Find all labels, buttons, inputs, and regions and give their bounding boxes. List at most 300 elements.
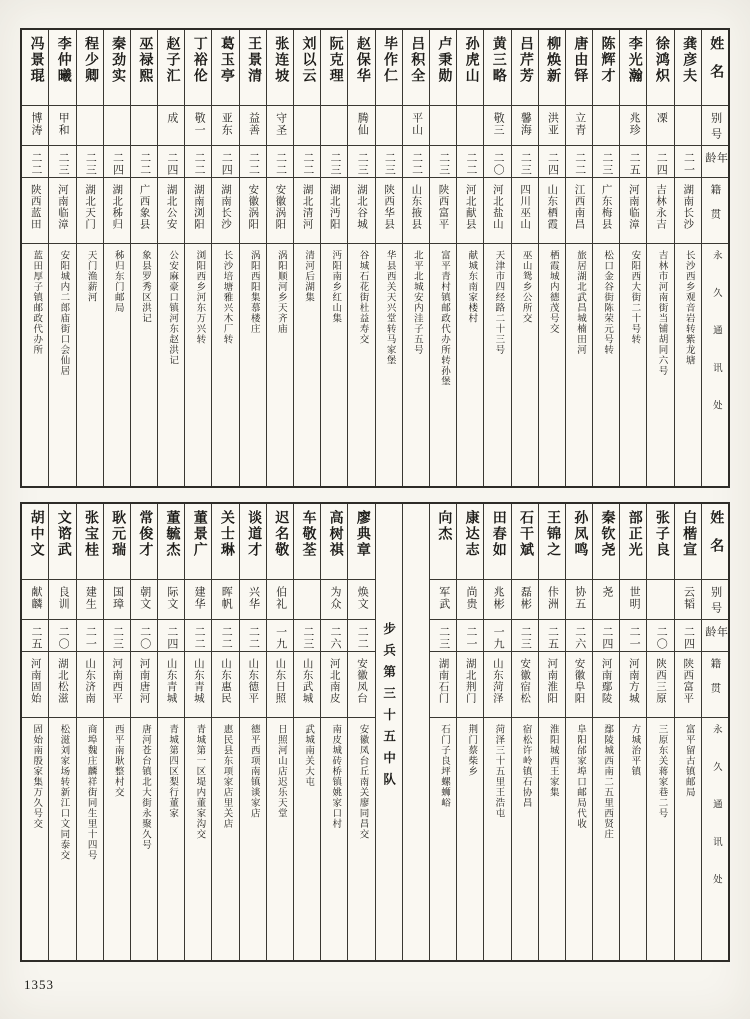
person-name: 关士琳 xyxy=(218,510,234,558)
person-name: 龚彦夫 xyxy=(681,36,697,84)
person-native-place: 湖北荆门 xyxy=(464,658,476,704)
page-number: 1353 xyxy=(24,977,54,992)
person-alias: 凓 xyxy=(655,112,668,124)
person-native-place: 陕西三原 xyxy=(655,658,667,704)
person-native-place: 广东梅县 xyxy=(600,184,612,230)
person-age-cell xyxy=(185,146,211,178)
person-native-place-cell xyxy=(593,178,619,244)
person-native-place: 河北献县 xyxy=(464,184,476,230)
person-column xyxy=(22,504,49,960)
person-native-place: 河南临漳 xyxy=(627,184,639,230)
person-address: 固始南殷家集万久号交 xyxy=(31,724,42,829)
person-age-cell xyxy=(49,620,75,652)
person-name-cell xyxy=(49,30,75,106)
person-address: 鄢陵城西南二五里西贤庄 xyxy=(602,724,613,840)
person-age: 二〇 xyxy=(492,152,505,176)
person-column xyxy=(430,30,457,486)
person-address-cell xyxy=(593,244,619,486)
person-name-cell xyxy=(131,504,157,580)
person-name: 卢秉勋 xyxy=(436,36,452,84)
person-native-place: 江西南昌 xyxy=(573,184,585,230)
person-name-cell xyxy=(158,30,184,106)
person-native-place-cell xyxy=(77,652,103,718)
person-native-place: 安徽宿松 xyxy=(519,658,531,704)
person-age: 二三 xyxy=(519,626,532,650)
person-native-place-cell xyxy=(131,178,157,244)
person-name-cell xyxy=(620,30,646,106)
person-column xyxy=(484,504,511,960)
person-name: 巫禄熙 xyxy=(137,36,153,84)
person-name: 柳焕新 xyxy=(545,36,561,84)
person-age: 二二 xyxy=(29,152,42,176)
person-age-cell xyxy=(539,620,565,652)
person-age: 二五 xyxy=(29,626,42,650)
person-native-place: 安徽阜阳 xyxy=(573,658,585,704)
person-name: 向杰 xyxy=(436,510,452,542)
person-column xyxy=(77,30,104,486)
person-column xyxy=(240,504,267,960)
person-address-cell xyxy=(539,718,565,960)
person-native-place-cell xyxy=(212,652,238,718)
person-native-place-cell xyxy=(403,178,429,244)
person-native-place: 湖南浏阳 xyxy=(192,184,204,230)
person-name-cell xyxy=(675,30,701,106)
person-address-cell xyxy=(240,718,266,960)
person-column xyxy=(512,504,539,960)
person-native-place: 山东栖霞 xyxy=(546,184,558,230)
person-name: 张连坡 xyxy=(273,36,289,84)
person-native-place: 山东德平 xyxy=(247,658,259,704)
person-age: 二二 xyxy=(247,626,260,650)
unit-designation-column xyxy=(376,504,403,960)
person-native-place: 安徽凤台 xyxy=(355,658,367,704)
person-alias-cell xyxy=(212,580,238,620)
person-address: 天门渔薪河 xyxy=(85,250,96,303)
person-address-cell xyxy=(593,718,619,960)
person-name: 陈辉才 xyxy=(599,36,615,84)
header-native-place-label: 籍贯 xyxy=(709,184,721,233)
person-alias-cell xyxy=(77,580,103,620)
person-native-place-cell xyxy=(593,652,619,718)
person-address-cell xyxy=(77,244,103,486)
person-alias-cell xyxy=(348,580,374,620)
person-age: 二二 xyxy=(247,152,260,176)
person-age-cell xyxy=(484,620,510,652)
person-age-cell xyxy=(593,620,619,652)
person-age-cell xyxy=(539,146,565,178)
person-name: 阮克理 xyxy=(327,36,343,84)
person-age-cell xyxy=(158,146,184,178)
person-name-cell xyxy=(348,30,374,106)
person-name-cell xyxy=(539,504,565,580)
unit-designation-label: 步兵第三十五中队 xyxy=(381,622,396,794)
person-native-place: 河南淮阳 xyxy=(546,658,558,704)
person-column xyxy=(321,504,348,960)
person-name: 吕芹芳 xyxy=(517,36,533,84)
person-column xyxy=(294,30,321,486)
person-native-place-cell xyxy=(131,652,157,718)
person-native-place: 四川巫山 xyxy=(519,184,531,230)
person-name: 赵子汇 xyxy=(164,36,180,84)
person-column xyxy=(267,504,294,960)
person-native-place: 山东武城 xyxy=(301,658,313,704)
person-native-place: 吉林永吉 xyxy=(655,184,667,230)
person-alias-cell xyxy=(240,106,266,146)
person-name: 黄三略 xyxy=(490,36,506,84)
person-name-cell xyxy=(267,504,293,580)
header-alias-label: 别号 xyxy=(709,586,722,618)
person-alias: 成 xyxy=(165,112,178,124)
person-native-place-cell xyxy=(77,178,103,244)
person-native-place-cell xyxy=(539,178,565,244)
person-alias: 国璋 xyxy=(111,586,124,610)
person-address: 阜阳邰家埠口邮局代收 xyxy=(574,724,585,829)
person-address: 荆门蔡柴乡 xyxy=(466,724,477,777)
person-alias-cell xyxy=(675,580,701,620)
person-age: 二一 xyxy=(464,626,477,650)
person-name-cell xyxy=(484,504,510,580)
person-age-cell xyxy=(675,620,701,652)
person-name-cell xyxy=(647,504,673,580)
person-alias: 守圣 xyxy=(274,112,287,136)
person-native-place-cell xyxy=(294,652,320,718)
person-age: 二二 xyxy=(573,152,586,176)
person-alias-cell xyxy=(49,580,75,620)
person-age: 一九 xyxy=(492,626,505,650)
person-address-cell xyxy=(104,244,130,486)
person-alias-cell xyxy=(484,580,510,620)
person-age-cell xyxy=(430,620,456,652)
person-alias: 甲和 xyxy=(57,112,70,136)
person-native-place: 湖南石门 xyxy=(437,658,449,704)
person-age-cell xyxy=(240,620,266,652)
person-age: 二二 xyxy=(410,152,423,176)
person-address-cell xyxy=(484,718,510,960)
person-name: 迟名敬 xyxy=(273,510,289,558)
person-address: 北平北城安内洼子五号 xyxy=(411,250,422,355)
person-address-cell xyxy=(158,244,184,486)
person-address-cell xyxy=(267,718,293,960)
person-native-place-cell xyxy=(49,178,75,244)
person-address: 吉林市河南街当铺胡同六号 xyxy=(656,250,667,376)
person-age-cell xyxy=(484,146,510,178)
person-alias-cell xyxy=(403,106,429,146)
person-name-cell xyxy=(104,30,130,106)
header-name xyxy=(702,504,728,580)
person-alias: 建生 xyxy=(84,586,97,610)
person-native-place-cell xyxy=(321,178,347,244)
person-age: 二四 xyxy=(600,626,613,650)
person-name-cell xyxy=(512,30,538,106)
person-age: 二三 xyxy=(519,152,532,176)
person-name-cell xyxy=(566,30,592,106)
person-column xyxy=(104,30,131,486)
person-age: 二〇 xyxy=(57,626,70,650)
person-native-place: 河南鄢陵 xyxy=(600,658,612,704)
header-alias-label: 别号 xyxy=(709,112,722,144)
person-alias-cell xyxy=(294,580,320,620)
person-alias-cell xyxy=(185,580,211,620)
person-column xyxy=(484,30,511,486)
person-alias: 建华 xyxy=(193,586,206,610)
person-alias-cell xyxy=(77,106,103,146)
person-column xyxy=(376,30,403,486)
person-address: 南皮城砖桥镇姚家口村 xyxy=(330,724,341,829)
person-address: 松口金谷街陈荣元号转 xyxy=(602,250,613,355)
person-name: 李仲曦 xyxy=(55,36,71,84)
person-native-place: 湖南长沙 xyxy=(220,184,232,230)
person-address: 象县罗秀区洪记 xyxy=(139,250,150,324)
person-age-cell xyxy=(566,146,592,178)
person-age-cell xyxy=(212,620,238,652)
person-native-place: 湖北公安 xyxy=(165,184,177,230)
person-age-cell xyxy=(104,146,130,178)
person-age-cell xyxy=(158,620,184,652)
person-address-cell xyxy=(240,244,266,486)
person-age: 二五 xyxy=(628,152,641,176)
person-native-place: 河南唐河 xyxy=(138,658,150,704)
person-age: 二二 xyxy=(193,626,206,650)
person-address-cell xyxy=(131,244,157,486)
person-age-cell xyxy=(321,620,347,652)
person-native-place: 山东青城 xyxy=(165,658,177,704)
person-native-place-cell xyxy=(539,652,565,718)
person-address: 青城第四区梨行董家 xyxy=(167,724,178,819)
person-alias-cell xyxy=(484,106,510,146)
person-address: 安徽凤台丘南关廖同昌交 xyxy=(357,724,368,840)
person-column xyxy=(158,30,185,486)
person-name-cell xyxy=(22,504,48,580)
person-age-cell xyxy=(403,146,429,178)
person-age: 二三 xyxy=(84,152,97,176)
person-alias-cell xyxy=(185,106,211,146)
person-age-cell xyxy=(104,620,130,652)
person-name-cell xyxy=(484,30,510,106)
person-age-cell xyxy=(77,146,103,178)
person-alias: 立青 xyxy=(573,112,586,136)
person-age: 二二 xyxy=(193,152,206,176)
header-alias xyxy=(702,580,728,620)
person-age: 二四 xyxy=(165,626,178,650)
person-address-cell xyxy=(457,718,483,960)
person-native-place-cell xyxy=(22,178,48,244)
person-native-place-cell xyxy=(566,652,592,718)
person-column xyxy=(294,504,321,960)
person-name-cell xyxy=(376,30,402,106)
person-age: 二四 xyxy=(655,152,668,176)
person-column xyxy=(77,504,104,960)
person-alias-cell xyxy=(430,106,456,146)
header-native-place xyxy=(702,652,728,718)
person-native-place-cell xyxy=(158,652,184,718)
person-address-cell xyxy=(376,244,402,486)
person-column xyxy=(647,30,674,486)
person-name: 车敬荃 xyxy=(300,510,316,558)
person-alias: 尧 xyxy=(600,586,613,598)
person-alias-cell xyxy=(321,106,347,146)
person-address: 商埠魏庄麟祥街同生里十四号 xyxy=(85,724,96,861)
person-native-place: 陕西富平 xyxy=(682,658,694,704)
person-column xyxy=(185,30,212,486)
person-alias-cell xyxy=(158,106,184,146)
person-native-place-cell xyxy=(457,652,483,718)
person-alias-cell xyxy=(321,580,347,620)
person-native-place-cell xyxy=(212,178,238,244)
header-age xyxy=(702,620,728,652)
person-address: 安阳城内二郎庙街口会仙居 xyxy=(58,250,69,376)
person-age-cell xyxy=(49,146,75,178)
person-alias-cell xyxy=(104,580,130,620)
person-address-cell xyxy=(22,244,48,486)
person-address: 长沙培塘雅兴木厂转 xyxy=(221,250,232,345)
person-address: 涡阳顺河乡天齐庙 xyxy=(275,250,286,334)
person-address: 富平青村镇邮政代办所转孙堡 xyxy=(439,250,450,387)
person-name-cell xyxy=(593,504,619,580)
person-address: 安阳西大街二十号转 xyxy=(629,250,640,345)
person-age: 二三 xyxy=(301,626,314,650)
person-native-place-cell xyxy=(321,652,347,718)
person-age-cell xyxy=(593,146,619,178)
person-native-place: 广西象县 xyxy=(138,184,150,230)
person-native-place-cell xyxy=(158,178,184,244)
person-native-place-cell xyxy=(267,652,293,718)
person-age-cell xyxy=(647,146,673,178)
person-native-place-cell xyxy=(267,178,293,244)
person-age: 二〇 xyxy=(138,626,151,650)
person-name: 康达志 xyxy=(463,510,479,558)
person-address-cell xyxy=(321,244,347,486)
person-native-place: 陕西华县 xyxy=(383,184,395,230)
person-age: 二一 xyxy=(84,626,97,650)
person-native-place-cell xyxy=(104,652,130,718)
person-age-cell xyxy=(620,620,646,652)
person-address-cell xyxy=(647,718,673,960)
person-name: 赵保华 xyxy=(354,36,370,84)
person-address: 栖霞城内德茂号交 xyxy=(547,250,558,334)
person-name-cell xyxy=(77,30,103,106)
person-age-cell xyxy=(512,146,538,178)
person-name-cell xyxy=(457,30,483,106)
person-native-place-cell xyxy=(647,652,673,718)
person-address-cell xyxy=(348,718,374,960)
person-age: 二四 xyxy=(165,152,178,176)
person-name-cell xyxy=(294,504,320,580)
person-column xyxy=(212,30,239,486)
person-alias: 世明 xyxy=(628,586,641,610)
person-address-cell xyxy=(212,244,238,486)
person-alias: 兴华 xyxy=(247,586,260,610)
person-name-cell xyxy=(566,504,592,580)
person-address: 石门子良坪螺蛳峪 xyxy=(439,724,450,808)
person-native-place-cell xyxy=(430,652,456,718)
header-name-label: 姓名 xyxy=(708,36,724,92)
person-name: 董毓杰 xyxy=(164,510,180,558)
person-column xyxy=(240,30,267,486)
person-address-cell xyxy=(158,718,184,960)
person-alias-cell xyxy=(512,106,538,146)
person-native-place-cell xyxy=(620,178,646,244)
person-age: 二三 xyxy=(383,152,396,176)
person-native-place: 山东菏泽 xyxy=(491,658,503,704)
person-address-cell xyxy=(647,244,673,486)
person-alias-cell xyxy=(158,580,184,620)
person-native-place: 山东日照 xyxy=(274,658,286,704)
person-alias-cell xyxy=(267,106,293,146)
person-age: 一九 xyxy=(274,626,287,650)
header-address-label: 永久通讯处 xyxy=(710,724,721,912)
person-name: 王景清 xyxy=(246,36,262,84)
header-column xyxy=(702,504,728,960)
person-native-place: 河北盐山 xyxy=(491,184,503,230)
person-name-cell xyxy=(403,30,429,106)
person-alias-cell xyxy=(593,580,619,620)
person-alias-cell xyxy=(539,106,565,146)
person-column xyxy=(593,504,620,960)
person-address: 蓝田厚子镇邮政代办所 xyxy=(31,250,42,355)
person-name: 廖典章 xyxy=(354,510,370,558)
person-age: 二二 xyxy=(138,152,151,176)
person-alias: 敬一 xyxy=(193,112,206,136)
person-alias-cell xyxy=(267,580,293,620)
person-address-cell xyxy=(566,244,592,486)
person-age: 二六 xyxy=(573,626,586,650)
person-age-cell xyxy=(267,146,293,178)
person-age: 二一 xyxy=(628,626,641,650)
person-column xyxy=(457,504,484,960)
header-age-label: 年龄 xyxy=(703,152,728,165)
person-alias: 腾仙 xyxy=(356,112,369,136)
person-alias-cell xyxy=(566,106,592,146)
person-native-place-cell xyxy=(104,178,130,244)
header-address xyxy=(702,718,728,960)
person-native-place: 湖北谷城 xyxy=(355,184,367,230)
person-alias: 敬三 xyxy=(492,112,505,136)
person-address-cell xyxy=(294,718,320,960)
person-column xyxy=(267,30,294,486)
person-age: 二五 xyxy=(546,626,559,650)
person-column xyxy=(321,30,348,486)
person-alias-cell xyxy=(131,106,157,146)
header-address-label: 永久通讯处 xyxy=(710,250,721,438)
person-native-place: 山东掖县 xyxy=(410,184,422,230)
person-native-place-cell xyxy=(348,652,374,718)
person-age-cell xyxy=(22,146,48,178)
person-alias: 博涛 xyxy=(29,112,42,136)
person-native-place-cell xyxy=(457,178,483,244)
person-age-cell xyxy=(457,620,483,652)
person-name: 唐由铎 xyxy=(572,36,588,84)
person-column xyxy=(104,504,131,960)
person-native-place: 河南固始 xyxy=(29,658,41,704)
person-name-cell xyxy=(294,30,320,106)
person-address-cell xyxy=(620,718,646,960)
person-column xyxy=(131,504,158,960)
person-name-cell xyxy=(539,30,565,106)
person-address-cell xyxy=(457,244,483,486)
header-address xyxy=(702,244,728,486)
spacer-column xyxy=(403,504,430,960)
person-native-place-cell xyxy=(647,178,673,244)
person-name-cell xyxy=(240,504,266,580)
person-column xyxy=(647,504,674,960)
person-name: 部正光 xyxy=(626,510,642,558)
person-address-cell xyxy=(104,718,130,960)
person-native-place-cell xyxy=(512,178,538,244)
person-native-place-cell xyxy=(484,652,510,718)
person-alias-cell xyxy=(104,106,130,146)
person-name-cell xyxy=(620,504,646,580)
person-age-cell xyxy=(131,146,157,178)
